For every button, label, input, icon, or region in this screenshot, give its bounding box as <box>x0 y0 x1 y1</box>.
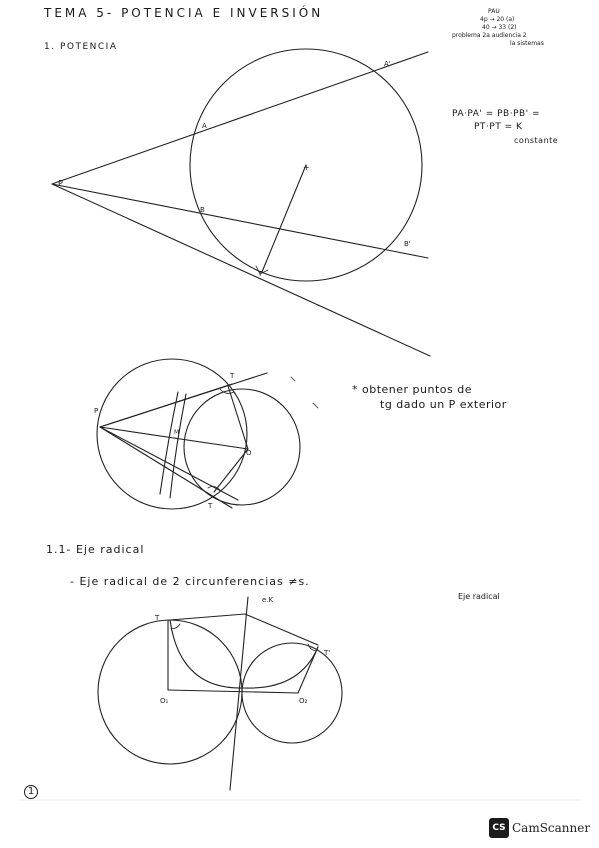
page-number-mark: 1 <box>24 785 38 799</box>
fig3-arc-right <box>244 647 318 688</box>
page-title: TEMA 5- POTENCIA E INVERSIÓN <box>44 6 324 20</box>
fig3-tangent-left <box>170 614 245 620</box>
fig2-label-o: O <box>246 449 252 457</box>
section-1-heading: 1. POTENCIA <box>44 42 118 52</box>
top-note-line: 4p → 20 (a) <box>480 16 515 23</box>
fig1-radius <box>262 165 306 272</box>
fig3-label-o2: O₂ <box>299 697 308 705</box>
fig1-secant-a <box>52 52 428 184</box>
fig1-label-t: T <box>258 270 263 278</box>
fig1-tangent <box>52 184 430 356</box>
fig1-label-b: B <box>200 206 205 214</box>
fig3-tangent-right <box>245 614 318 645</box>
figure-radical-axis <box>98 596 342 790</box>
section-1-1-heading: 1.1- Eje radical <box>46 543 145 556</box>
fig3-label-t-right: T' <box>324 649 331 657</box>
fig3-right-angle-left <box>171 624 180 629</box>
fig2-label-p: P <box>94 407 99 415</box>
fig2-stray-mark <box>313 403 318 408</box>
fig2-stray-mark <box>291 377 295 381</box>
fig3-label-t-left: T <box>155 614 160 622</box>
fig1-label-b2: B' <box>404 240 411 248</box>
fig1-label-a: A <box>202 122 207 130</box>
fig3-label-ek: e.K <box>262 596 274 604</box>
camscanner-watermark <box>489 818 590 838</box>
fig2-line-p-t-bottom <box>100 427 232 508</box>
top-note-line: 40 → 33 (2) <box>482 24 517 31</box>
fig2-label-m: M <box>174 429 180 436</box>
fig1-label-a2: A' <box>384 60 391 68</box>
power-formula-line-2: PT·PT = K <box>474 122 523 132</box>
fig1-secant-b <box>52 184 428 258</box>
top-note-line: PAU <box>488 8 500 15</box>
section-1-1-subtitle: - Eje radical de 2 circunferencias ≠s. <box>70 575 310 588</box>
fig2-circle-big <box>97 359 247 509</box>
top-note-line: la sistemas <box>510 40 544 47</box>
fig3-radical-axis <box>230 597 248 790</box>
radical-axis-side-note: Eje radical <box>458 592 500 601</box>
power-formula-line-3: constante <box>514 136 559 145</box>
fig2-line-t-o-bottom <box>214 449 248 492</box>
figure-power-of-point <box>52 49 430 356</box>
tangent-note-line-2: tg dado un P exterior <box>380 398 507 411</box>
fig2-label-t-bottom: T <box>208 502 213 510</box>
top-note-line: problema 2a audiencia 2 <box>452 32 527 39</box>
fig2-line-p-t-top <box>100 384 232 427</box>
fig1-label-center: + <box>303 163 310 172</box>
fig3-circle-left <box>98 620 242 764</box>
camscanner-logo-icon: CS <box>489 818 509 838</box>
power-formula-line-1: PA·PA' = PB·PB' = <box>452 109 541 119</box>
fig3-center-line <box>168 690 298 693</box>
fig2-label-t-top: T <box>230 372 235 380</box>
tangent-note-line-1: * obtener puntos de <box>352 383 472 396</box>
fig1-label-p: P <box>58 179 63 188</box>
fig3-label-o1: O₁ <box>160 697 169 705</box>
camscanner-text: CamScanner <box>512 821 591 835</box>
figure-tangents-construction <box>94 359 318 510</box>
